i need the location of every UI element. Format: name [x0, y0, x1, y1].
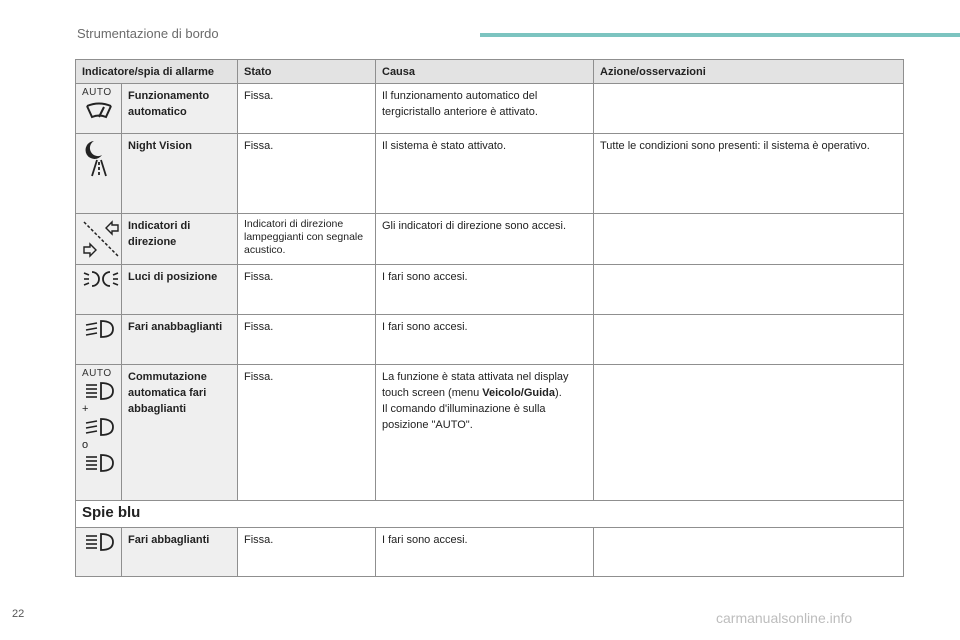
state-cell: Fissa.: [238, 528, 376, 577]
indicator-name: Funzionamento automatico: [122, 84, 238, 134]
night-vision-icon: [82, 138, 116, 178]
cause-cell: I fari sono accesi.: [376, 265, 594, 315]
cause-cell: [376, 365, 594, 501]
cause-text-3: Il comando d'illuminazione è sulla posizione "AUTO".: [382, 403, 546, 431]
dipped-beam-icon: [83, 319, 115, 339]
indicator-icon-cell: [76, 134, 122, 214]
state-cell: Fissa.: [238, 265, 376, 315]
indicator-name: Luci di posizione: [122, 265, 238, 315]
state-cell: Fissa.: [238, 365, 376, 501]
turn-signals-icon: [82, 218, 120, 260]
table-row: [76, 528, 904, 577]
main-beam-icon: [83, 532, 115, 552]
state-cell: Fissa.: [238, 84, 376, 134]
indicator-name: Commutazione automatica fari abbaglianti: [122, 365, 238, 501]
cause-cell: Il sistema è stato attivato.: [376, 134, 594, 214]
dipped-beam-icon: [83, 417, 115, 437]
action-cell: [594, 214, 904, 265]
table-header-row: [76, 60, 904, 84]
cause-text-2: ).: [555, 387, 562, 399]
section-title-blue-lights: Spie blu: [76, 501, 904, 528]
main-beam-icon: [83, 453, 115, 473]
cause-cell: Il funzionamento automatico del tergicristallo anteriore è attivato.: [376, 84, 594, 134]
watermark: carmanualsonline.info: [716, 610, 853, 626]
column-header-state: Stato: [238, 60, 376, 84]
wiper-auto-icon: [84, 100, 114, 122]
action-cell: [594, 365, 904, 501]
action-cell: [594, 265, 904, 315]
cause-cell: Gli indicatori di direzione sono accesi.: [376, 214, 594, 265]
state-cell: Fissa.: [238, 134, 376, 214]
page-header-title: Strumentazione di bordo: [77, 26, 219, 41]
action-cell: Tutte le condizioni sono presenti: il sistema è operativo.: [594, 134, 904, 214]
indicator-icon-cell: [76, 214, 122, 265]
indicator-icon-cell: [76, 84, 122, 134]
auto-label: AUTO: [82, 87, 112, 98]
or-label: o: [82, 439, 89, 451]
column-header-action: Azione/osservazioni: [594, 60, 904, 84]
plus-sign: +: [82, 403, 89, 415]
indicator-icon-cell: [76, 265, 122, 315]
table-row: [76, 365, 904, 501]
column-header-cause: Causa: [376, 60, 594, 84]
page-number: 22: [12, 608, 25, 620]
state-cell: Fissa.: [238, 315, 376, 365]
menu-path-label: Veicolo/Guida: [482, 387, 556, 399]
table-row: [76, 84, 904, 134]
indicator-icon-cell: [76, 528, 122, 577]
table-row: [76, 265, 904, 315]
cause-cell: I fari sono accesi.: [376, 528, 594, 577]
table-row: [76, 214, 904, 265]
indicator-name: Night Vision: [122, 134, 238, 214]
warning-lights-table: [75, 59, 904, 577]
indicator-name: Fari abbaglianti: [122, 528, 238, 577]
indicator-icon-cell: [76, 315, 122, 365]
state-cell: Indicatori di direzione lampeggianti con segnale acustico.: [238, 214, 376, 265]
cause-cell: I fari sono accesi.: [376, 315, 594, 365]
auto-label: AUTO: [82, 368, 112, 379]
header-accent-bar: [480, 33, 960, 37]
section-row: [76, 501, 904, 528]
position-lights-icon: [82, 269, 120, 289]
action-cell: [594, 528, 904, 577]
cause-text-1: La funzione è stata attivata nel display touch screen (menu: [382, 371, 569, 399]
table-row: [76, 134, 904, 214]
indicator-name: Indicatori di direzione: [122, 214, 238, 265]
action-cell: [594, 315, 904, 365]
indicator-icon-cell: [76, 365, 122, 501]
column-header-indicator: Indicatore/spia di allarme: [76, 60, 238, 84]
action-cell: [594, 84, 904, 134]
table-row: [76, 315, 904, 365]
indicator-name: Fari anabbaglianti: [122, 315, 238, 365]
auto-high-beam-icon: [83, 381, 115, 401]
